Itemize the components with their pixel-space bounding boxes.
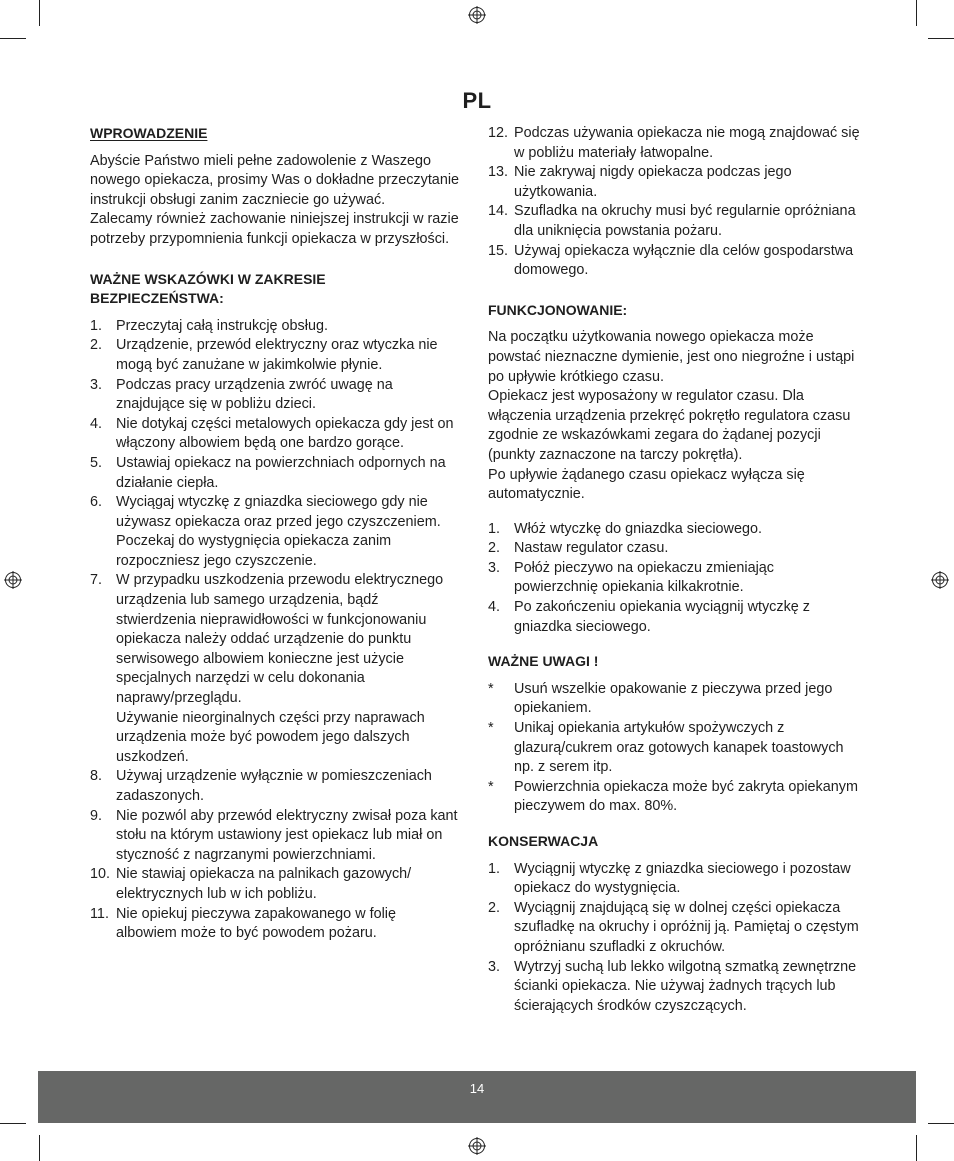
item-number: 2. (488, 540, 501, 557)
item-text: Wyciągnij znajdującą się w dolnej części opiekacza szufladkę na okruchy i opróżnij ją. Pamiętaj o częstym opróżnianu szufladki z okruchów. (514, 899, 859, 955)
steps-list (488, 520, 860, 638)
item-number: 1. (488, 520, 501, 537)
item-number: 4. (90, 415, 103, 432)
intro-paragraph: Zalecamy również zachowanie niniejszej instrukcji w razie potrzeby przypomnienia funkcji opiekacza w przyszłości. (90, 211, 459, 247)
item-text: Nie zakrywaj nigdy opiekacza podczas jego użytkowania. (514, 164, 792, 200)
item-number: 13. (488, 164, 509, 181)
item-text: Wyciągaj wtyczkę z gniazdka sieciowego gdy nie używasz opiekacza oraz przed jego czyszczeniem. Poczekaj do wystygnięcia opiekacza zanim rozpoczniesz jego czyszczenie. (116, 494, 441, 569)
item-text: Nie opiekuj pieczywa zapakowanego w folię albowiem może to być powodem pożaru. (116, 905, 396, 942)
item-text: Unikaj opiekania artykułów spożywczych z glazurą/cukrem oraz gotowych kanapek toastowych np. z serem itp. (514, 720, 844, 776)
list-item (488, 124, 860, 163)
list-item (90, 905, 460, 944)
item-text: Szufladka na okruchy musi być regularnie opróżniana dla uniknięcia powstania pożaru. (514, 203, 856, 239)
list-item (488, 202, 860, 241)
crop-mark (928, 1123, 954, 1124)
crop-mark (916, 0, 917, 26)
safety-list-continued (488, 124, 860, 281)
registration-mark-icon (468, 6, 486, 24)
item-text: Usuń wszelkie opakowanie z pieczywa przed jego opiekaniem. (514, 680, 833, 717)
item-number: 15. (488, 242, 509, 259)
left-column (90, 124, 460, 944)
language-title: PL (462, 88, 492, 113)
item-text: Po zakończeniu opiekania wyciągnij wtyczkę z gniazdka sieciowego. (514, 599, 810, 635)
crop-mark (39, 0, 40, 26)
list-item (90, 865, 460, 904)
safety-heading (90, 270, 460, 309)
list-item (488, 680, 860, 719)
item-text: Podczas używania opiekacza nie mogą znajdować się w pobliżu materiały łatwopalne. (514, 125, 860, 161)
registration-mark-icon (4, 571, 22, 589)
item-text: Powierzchnia opiekacza może być zakryta opiekanym pieczywem do max. 80%. (514, 778, 858, 815)
list-item (488, 899, 860, 958)
item-text: Używaj urządzenie wyłącznie w pomieszczeniach zadaszonych. (116, 768, 432, 804)
notes-list (488, 680, 860, 817)
registration-mark-icon (468, 1137, 486, 1155)
item-text: Nie stawiaj opiekacza na palnikach gazowych/ elektrycznych lub w ich pobliżu. (116, 866, 412, 902)
right-column (488, 124, 860, 1016)
page-number: 14 (469, 1081, 485, 1096)
item-number: 1. (90, 317, 103, 334)
list-item (488, 958, 860, 1017)
item-number: 12. (488, 125, 509, 141)
list-item (488, 860, 860, 899)
function-paragraph: Opiekacz jest wyposażony w regulator czasu. Dla włączenia urządzenia przekręć pokrętło regulatora czasu zgodnie ze wskazówkami zegara do żądanej pozycji (punkty zaznaczone na tarczy pokrętła). (488, 388, 851, 463)
item-number: 2. (488, 899, 501, 916)
item-number: 9. (90, 807, 103, 824)
intro-paragraph: Abyście Państwo mieli pełne zadowolenie z Waszego nowego opiekacza, prosimy Was o dokładne przeczytanie instrukcji obsługi zanim zaczniecie go używać. (90, 152, 460, 208)
function-paragraph: Na początku użytkowania nowego opiekacza może powstać nieznaczne dymienie, jest ono niegroźne i ustąpi po upływie krótkiego czasu. (488, 329, 855, 385)
item-number: 14. (488, 203, 509, 220)
item-text: Podczas pracy urządzenia zwróć uwagę na znajdujące się w pobliżu dzieci. (116, 376, 393, 413)
item-number: 3. (488, 559, 501, 576)
item-text: Urządzenie, przewód elektryczny oraz wtyczka nie mogą być zanużane w jakimkolwie płynie. (116, 337, 438, 373)
item-text: Nie pozwól aby przewód elektryczny zwisał poza kant stołu na którym ustawiony jest opiekacz lub miał on styczność z nagrzanymi powierzchniami. (116, 807, 458, 863)
function-heading: FUNKCJONOWANIE: (488, 301, 628, 318)
footer-bar (38, 1071, 916, 1123)
item-text: Przeczytaj całą instrukcję obsług. (116, 317, 328, 334)
item-number: 10. (90, 866, 111, 883)
registration-mark-icon (931, 571, 949, 589)
list-item (90, 807, 460, 866)
crop-mark (0, 38, 26, 39)
bullet-mark: * (488, 778, 494, 795)
item-text: Ustawiaj opiekacz na powierzchniach odpornych na działanie ciepła. (116, 454, 446, 491)
item-number: 1. (488, 860, 501, 877)
list-item (90, 454, 460, 493)
list-item (90, 317, 460, 337)
item-number: 4. (488, 599, 501, 616)
item-number: 7. (90, 572, 103, 589)
bullet-mark: * (488, 720, 494, 737)
care-heading: KONSERWACJA (488, 833, 599, 849)
item-number: 3. (90, 376, 103, 393)
item-number: 11. (90, 905, 109, 922)
crop-mark (0, 1123, 26, 1124)
list-item (90, 493, 460, 571)
item-text: Włóż wtyczkę do gniazdka sieciowego. (514, 520, 762, 537)
item-number: 5. (90, 454, 103, 471)
list-item (488, 242, 860, 281)
item-text-extra: Używanie nieorginalnych części przy naprawach urządzenia może być powodem jego dalszych uszkodzeń. (116, 709, 425, 765)
item-number: 2. (90, 337, 103, 354)
item-text: Wytrzyj suchą lub lekko wilgotną szmatką zewnętrzne ścianki opiekacza. Nie używaj żadnych trących lub ścierających środków czyszczących. (514, 958, 857, 1014)
list-item (90, 415, 460, 454)
item-text: Połóż pieczywo na opiekaczu zmieniając powierzchnię opiekania kilkakrotnie. (514, 559, 774, 596)
list-item (488, 559, 860, 598)
list-item (488, 598, 860, 637)
safety-list (90, 317, 460, 944)
list-item (488, 539, 860, 559)
item-text: Nastaw regulator czasu. (514, 540, 669, 557)
crop-mark (916, 1135, 917, 1161)
safety-heading-line: WAŻNE WSKAZÓWKI W ZAKRESIE (90, 270, 326, 287)
notes-heading: WAŻNE UWAGI ! (488, 653, 599, 670)
item-number: 3. (488, 958, 501, 975)
intro-heading: WPROWADZENIE (90, 125, 208, 141)
list-item (90, 336, 460, 375)
list-item (90, 571, 460, 767)
list-item (90, 376, 460, 415)
crop-mark (39, 1135, 40, 1161)
item-text: Używaj opiekacza wyłącznie dla celów gospodarstwa domowego. (514, 242, 854, 279)
crop-mark (928, 38, 954, 39)
list-item (488, 719, 860, 778)
bullet-mark: * (488, 680, 494, 697)
item-number: 8. (90, 768, 103, 785)
care-list (488, 860, 860, 1017)
item-number: 6. (90, 494, 103, 511)
item-text: Wyciągnij wtyczkę z gniazdka sieciowego i pozostaw opiekacz do wystygnięcia. (514, 860, 851, 897)
list-item (488, 520, 860, 540)
item-text: W przypadku uszkodzenia przewodu elektrycznego urządzenia lub samego urządzenia, bądź stwierdzenia nieprawidłowości w funkcjonowaniu opiekacza należy oddać urządzenie do punktu serwisowego albowiem konieczne jest użycie specjalnych narzędzi w celu dokonania naprawy/przeglądu. (116, 572, 444, 707)
safety-heading-line: BEZPIECZEŃSTWA: (90, 290, 224, 307)
list-item (488, 163, 860, 202)
item-text: Nie dotykaj części metalowych opiekacza gdy jest on włączony albowiem będą one bardzo gorące. (116, 415, 454, 452)
function-paragraph: Po upływie żądanego czasu opiekacz wyłącza się automatycznie. (488, 466, 805, 503)
list-item (488, 778, 860, 817)
list-item (90, 767, 460, 806)
